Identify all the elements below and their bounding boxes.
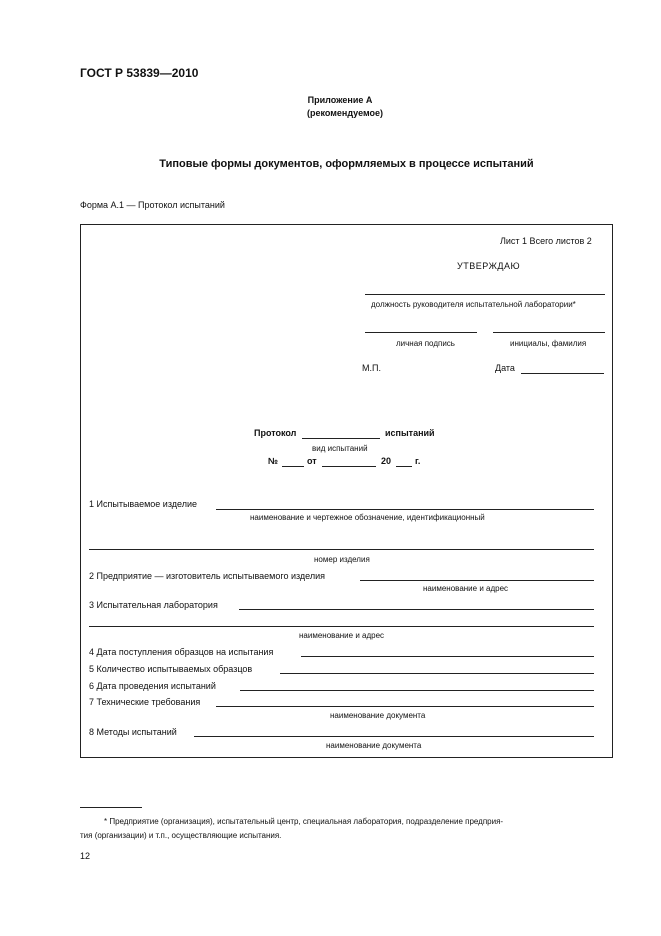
date-line	[521, 373, 604, 374]
item-3-label: 3 Испытательная лаборатория	[89, 600, 218, 610]
initials-caption: инициалы, фамилия	[510, 339, 587, 348]
sheet-info: Лист 1 Всего листов 2	[500, 236, 592, 246]
item-1-caption: наименование и чертежное обозначение, идентификационный	[250, 513, 485, 522]
date-day-line	[322, 466, 376, 467]
item-8-label: 8 Методы испытаний	[89, 727, 177, 737]
item-2-label: 2 Предприятие — изготовитель испытываемого изделия	[89, 571, 326, 581]
year-suffix: г.	[415, 456, 421, 466]
item-1-caption-2: номер изделия	[314, 555, 370, 564]
item-3-line	[239, 609, 594, 610]
item-1-line	[216, 509, 594, 510]
item-3-caption: наименование и адрес	[299, 631, 385, 640]
item-2-caption: наименование и адрес	[423, 584, 509, 593]
appendix-title: Приложение А	[307, 95, 373, 105]
item-8-caption: наименование документа	[326, 741, 422, 750]
footnote-line-1: * Предприятие (организация), испытательный центр, специальная лаборатория, подразделение предприя-	[104, 817, 504, 826]
stamp-label: М.П.	[362, 363, 381, 373]
number-line	[282, 466, 304, 467]
item-6-label: 6 Дата проведения испытаний	[89, 681, 216, 691]
item-8-line	[194, 736, 594, 737]
year-prefix: 20	[381, 456, 392, 466]
approve-label: УТВЕРЖДАЮ	[457, 261, 521, 271]
date-label: Дата	[495, 363, 515, 373]
test-type-line	[302, 438, 380, 439]
form-caption: Форма А.1 — Протокол испытаний	[80, 200, 225, 210]
appendix-subtitle: (рекомендуемое)	[307, 108, 383, 118]
signature-line	[365, 332, 477, 333]
tests-word: испытаний	[385, 428, 435, 438]
item-6-line	[240, 690, 594, 691]
item-7-label: 7 Технические требования	[89, 697, 201, 707]
item-1-line-2	[89, 549, 594, 550]
signature-caption: личная подпись	[396, 339, 455, 348]
item-1-label: 1 Испытываемое изделие	[89, 499, 197, 509]
from-label: от	[307, 456, 317, 466]
initials-line	[493, 332, 605, 333]
standard-number: ГОСТ Р 53839—2010	[80, 66, 199, 80]
section-title: Типовые формы документов, оформляемых в процессе испытаний	[159, 158, 534, 170]
item-4-line	[301, 656, 594, 657]
protocol-word: Протокол	[254, 428, 297, 438]
number-label: №	[268, 456, 279, 466]
test-type-caption: вид испытаний	[312, 444, 368, 453]
item-4-label: 4 Дата поступления образцов на испытания	[89, 647, 274, 657]
item-7-caption: наименование документа	[330, 711, 426, 720]
item-5-line	[280, 673, 594, 674]
footnote-separator	[80, 807, 142, 808]
footnote-line-2: тия (организации) и т.п., осуществляющие испытания.	[80, 831, 282, 840]
item-2-line	[360, 580, 594, 581]
position-line	[365, 294, 605, 295]
item-7-line	[216, 706, 594, 707]
item-3-line-2	[89, 626, 594, 627]
page-number: 12	[80, 851, 91, 861]
position-caption: должность руководителя испытательной лаборатории*	[371, 300, 576, 309]
item-5-label: 5 Количество испытываемых образцов	[89, 664, 253, 674]
year-line	[396, 466, 412, 467]
